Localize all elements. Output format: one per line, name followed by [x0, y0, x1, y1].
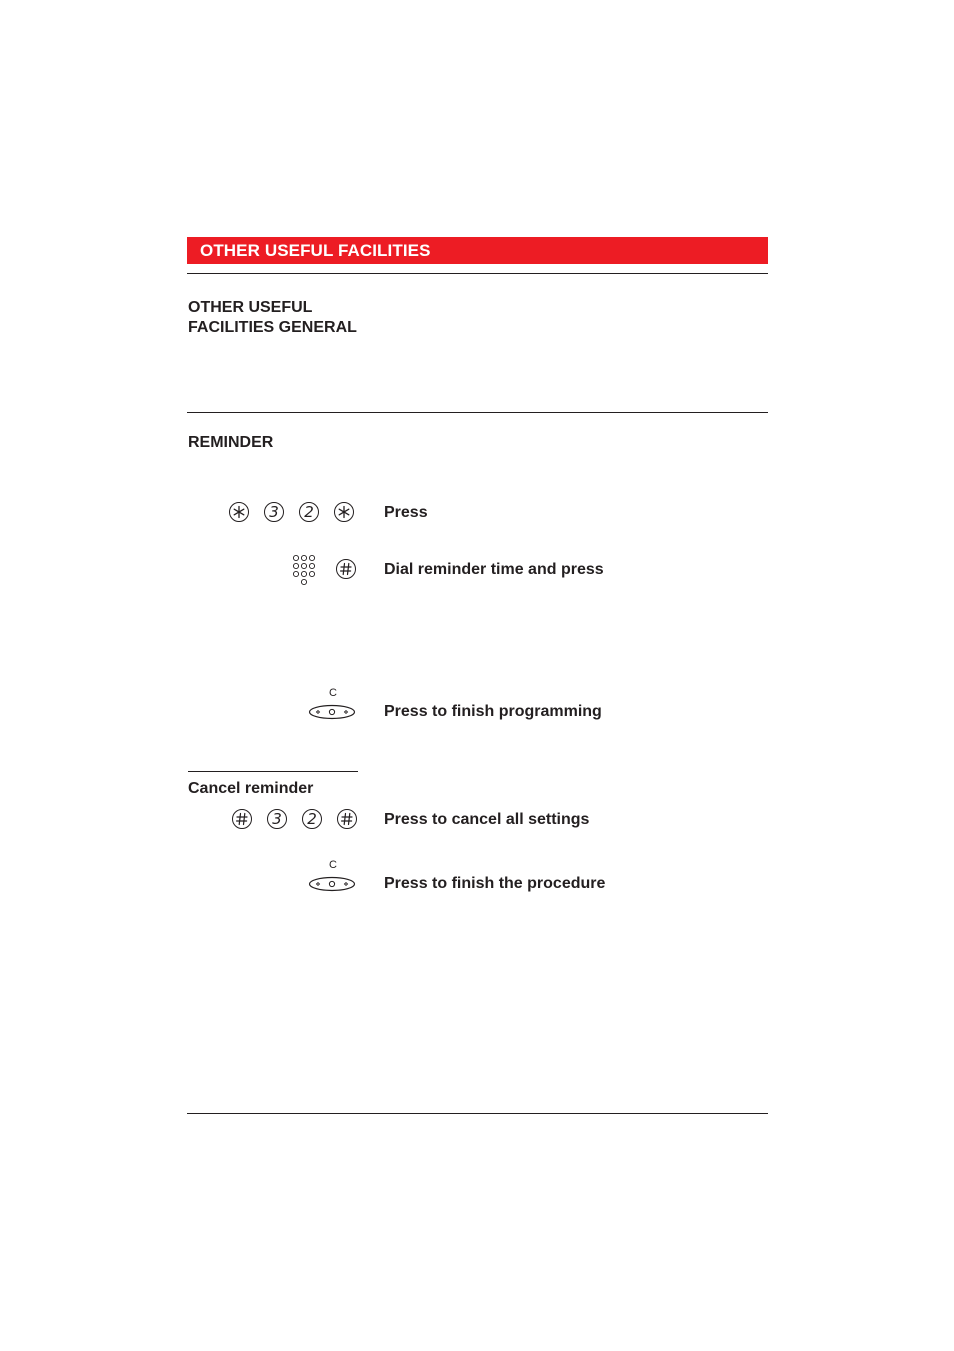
step-cancel-settings: Press to cancel all settings — [384, 811, 590, 828]
digit-3-key-icon: 3 — [264, 502, 284, 522]
keypad-icon — [291, 554, 317, 588]
reminder-heading: REMINDER — [188, 434, 274, 451]
digit-2-key-icon: 2 — [299, 502, 319, 522]
general-heading-line1: OTHER USEFUL — [188, 299, 313, 316]
divider — [188, 771, 358, 772]
star-key-icon — [334, 502, 354, 522]
clear-key-letter: C — [329, 859, 337, 871]
footer-divider — [187, 1113, 768, 1114]
hash-key-icon — [337, 809, 357, 829]
section-title: OTHER USEFUL FACILITIES — [200, 241, 431, 260]
star-key-icon — [229, 502, 249, 522]
step-press: Press — [384, 504, 428, 521]
digit-2-key-icon: 2 — [302, 809, 322, 829]
hash-key-icon — [232, 809, 252, 829]
hash-key-icon — [336, 559, 356, 579]
divider — [187, 412, 768, 413]
digit-3-key-icon: 3 — [267, 809, 287, 829]
general-heading-line2: FACILITIES GENERAL — [188, 319, 357, 336]
step-finish-programming: Press to finish programming — [384, 703, 602, 720]
clear-key-icon — [308, 686, 356, 720]
divider — [187, 273, 768, 274]
section-banner — [187, 237, 768, 264]
clear-key-icon — [308, 858, 356, 892]
step-dial-time: Dial reminder time and press — [384, 561, 604, 578]
cancel-heading: Cancel reminder — [188, 780, 314, 797]
step-finish-procedure: Press to finish the procedure — [384, 875, 606, 892]
general-heading — [188, 298, 357, 338]
clear-key-letter: C — [329, 687, 337, 699]
